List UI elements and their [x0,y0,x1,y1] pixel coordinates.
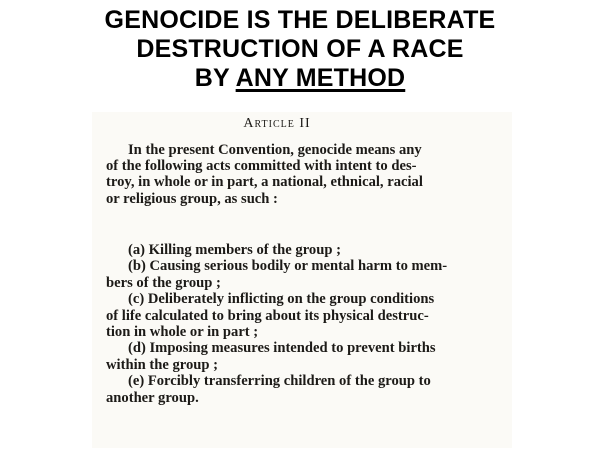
headline-emphasis: ANY METHOD [235,64,406,92]
list-item-a: (a) Killing members of the group ; [128,242,341,258]
list-item-d-continued: within the group ; [106,356,219,373]
headline-line-1: GENOCIDE IS THE DELIBERATE [104,6,496,34]
list-item-c: (c) Deliberately inflicting on the group conditions [128,291,435,308]
headline [0,6,600,93]
document-scan [92,112,512,448]
article-heading: Article II [243,116,311,131]
headline-line-3-prefix: BY [194,64,236,92]
intro-line: In the present Convention, genocide means any [128,142,422,158]
list-item-c-continued: tion in whole or in part ; [106,324,259,341]
list-item-b: (b) Causing serious bodily or mental harm to mem- [128,258,448,275]
list-item-e-continued: another group. [106,389,199,406]
list-item-c-continued: of life calculated to bring about its physical destruc- [106,307,429,324]
headline-line-3 [0,64,600,93]
intro-line: troy, in whole or in part, a national, ethnical, racial [106,174,423,191]
list-item-b-continued: bers of the group ; [106,274,221,291]
acts-list [106,242,506,406]
headline-line-2: DESTRUCTION OF A RACE [136,35,464,63]
list-item-d: (d) Imposing measures intended to prevent births [128,340,436,357]
intro-paragraph [106,142,506,207]
intro-line: or religious group, as such : [106,190,278,207]
list-item-e: (e) Forcibly transferring children of the group to [128,373,431,390]
intro-line: of the following acts committed with intent to des- [106,158,417,175]
